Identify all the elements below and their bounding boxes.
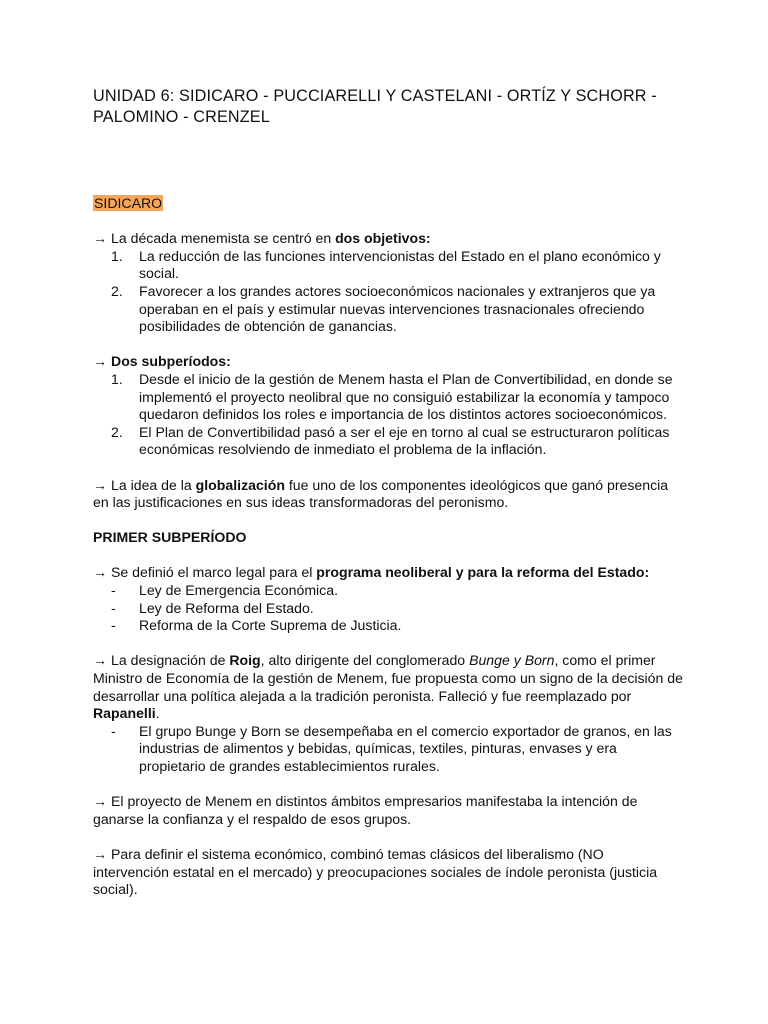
list-item: - Ley de Reforma del Estado. xyxy=(111,599,314,616)
objetivos-list xyxy=(93,248,683,336)
paragraph-sistema-economico: → Para definir el sistema económico, combinó temas clásicos del liberalismo (NO intervención estatal en el mercado) y preocupaciones sociales de índole peronista (justicia social). xyxy=(93,845,658,898)
arrow-icon: → xyxy=(93,652,108,669)
arrow-icon: → xyxy=(93,230,108,247)
section-heading-primer-subperiodo: PRIMER SUBPERÍODO xyxy=(93,529,247,546)
arrow-icon: → xyxy=(93,353,108,370)
document-body xyxy=(93,195,683,899)
arrow-icon: → xyxy=(93,845,108,862)
list-item: 2. El Plan de Convertibilidad pasó a ser el eje en torno al cual se estructuraron políticas económicas resolviendo de inmediato el problema de la inflación. xyxy=(111,423,670,458)
paragraph-roig: → La designación de Roig, alto dirigente del conglomerado Bunge y Born, como el primer Ministro de Economía de la gestión de Menem, fue propuesta como un signo de la decisión de desarrollar una política alejada a la tradición peronista. Falleció y fue reemplazado por Rapanelli. xyxy=(93,652,683,722)
list-item: - El grupo Bunge y Born se desempeñaba en el comercio exportador de granos, en las industrias de alimentos y bebidas, químicas, textiles, pinturas, envases y era propietario de grandes establecimientos rurales. xyxy=(111,722,672,774)
list-item: 1. La reducción de las funciones intervencionistas del Estado en el plano económico y social. xyxy=(111,247,661,282)
arrow-icon: → xyxy=(93,793,108,810)
paragraph-objetivos: → La década menemista se centró en dos objetivos: xyxy=(93,230,431,247)
section-heading-sidicaro xyxy=(93,195,683,213)
paragraph-proyecto-menem: → El proyecto de Menem en distintos ámbitos empresarios manifestaba la intención de ganarse la confianza y el respaldo de esos grupos. xyxy=(93,793,638,827)
leyes-list xyxy=(93,582,683,635)
document-page xyxy=(93,86,683,899)
arrow-icon: → xyxy=(93,564,108,581)
list-item: 1. Desde el inicio de la gestión de Menem hasta el Plan de Convertibilidad, en donde se implementó el proyecto neolibral que no consiguió estabilizar la economía y tampoco quedaron definidos los roles e importancia de los distintos actores socioeconómicos. xyxy=(111,370,673,423)
list-item: 2. Favorecer a los grandes actores socioeconómicos nacionales y extranjeros que ya operaban en el país y estimular nuevas intervenciones trasnacionales ofreciendo posibilidades de obtención de ganancias. xyxy=(111,282,656,335)
paragraph-marco-legal: → Se definió el marco legal para el programa neoliberal y para la reforma del Estado: xyxy=(93,564,650,581)
bunge-born-list xyxy=(93,723,683,776)
subperiodos-list xyxy=(93,371,683,459)
highlighted-heading: SIDICARO xyxy=(94,195,163,211)
paragraph-globalizacion: → La idea de la globalización fue uno de los componentes ideológicos que ganó presencia en las justificaciones en sus ideas transformadoras del peronismo. xyxy=(93,476,669,511)
arrow-icon: → xyxy=(93,476,108,493)
list-item: - Reforma de la Corte Suprema de Justicia. xyxy=(111,617,402,634)
paragraph-subperiodos: → Dos subperíodos: xyxy=(93,353,231,370)
list-item: - Ley de Emergencia Económica. xyxy=(111,582,338,599)
document-title: UNIDAD 6: SIDICARO - PUCCIARELLI Y CASTELANI - ORTÍZ Y SCHORR - PALOMINO - CRENZEL xyxy=(93,87,657,126)
